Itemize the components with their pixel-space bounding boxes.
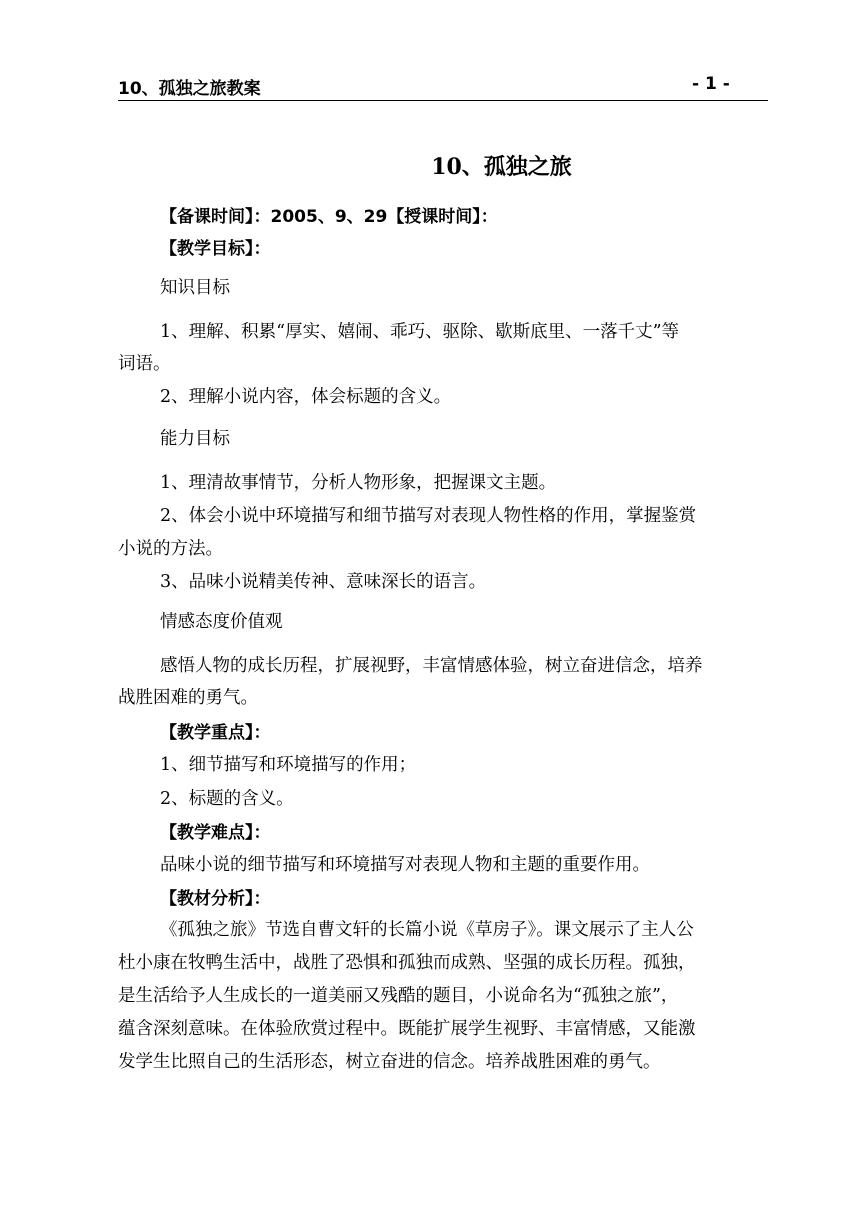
analysis-line-1: 《孤独之旅》节选自曹文轩的长篇小说《草房子》。课文展示了主人公 — [160, 920, 694, 940]
ability-item-3: 3、品味小说精美传神、意味深长的语言。 — [160, 572, 487, 592]
ability-item-2a: 2、体会小说中环境描写和细节描写对表现人物性格的作用，掌握鉴赏 — [160, 506, 697, 526]
emotion-title: 情感态度价值观 — [160, 612, 283, 632]
key-point-2: 2、标题的含义。 — [160, 789, 294, 809]
knowledge-item-2: 2、理解小说内容，体会标题的含义。 — [160, 387, 452, 407]
analysis-line-4: 蕴含深刻意味。在体验欣赏过程中。既能扩展学生视野、丰富情感，又能激 — [118, 1019, 696, 1039]
knowledge-item-1b: 词语。 — [118, 354, 171, 374]
prep-time: 【备课时间】：2005、9、29【授课时间】： — [160, 207, 498, 227]
analysis-line-2: 杜小康在牧鸭生活中，战胜了恐惧和孤独而成熟、坚强的成长历程。孤独， — [118, 953, 696, 973]
header-title: 10、孤独之旅教案 — [118, 79, 261, 99]
key-points-heading: 【教学重点】： — [160, 723, 271, 743]
emotion-text-a: 感悟人物的成长历程，扩展视野，丰富情感体验，树立奋进信念，培养 — [160, 656, 703, 676]
analysis-line-5: 发学生比照自己的生活形态，树立奋进的信念。培养战胜困难的勇气。 — [118, 1052, 661, 1072]
ability-item-2b: 小说的方法。 — [118, 539, 223, 559]
document-title: 10、孤独之旅 — [431, 154, 572, 180]
objectives-heading: 【教学目标】： — [160, 239, 271, 259]
difficulties-text: 品味小说的细节描写和环境描写对表现人物和主题的重要作用。 — [160, 855, 650, 875]
difficulties-heading: 【教学难点】： — [160, 823, 271, 843]
knowledge-item-1a: 1、理解、积累“厚实、嬉闹、乖巧、驱除、歇斯底里、一落千丈”等 — [160, 322, 680, 342]
emotion-text-b: 战胜困难的勇气。 — [118, 688, 258, 708]
header-rule — [118, 100, 768, 101]
ability-item-1: 1、理清故事情节，分析人物形象，把握课文主题。 — [160, 473, 557, 493]
analysis-line-3: 是生活给予人生成长的一道美丽又残酷的题目，小说命名为“孤独之旅”， — [118, 986, 679, 1006]
ability-title: 能力目标 — [160, 429, 230, 449]
knowledge-title: 知识目标 — [160, 278, 230, 298]
analysis-heading: 【教材分析】： — [160, 889, 271, 909]
page-number: - 1 - — [692, 74, 730, 94]
key-point-1: 1、细节描写和环境描写的作用； — [160, 755, 417, 775]
